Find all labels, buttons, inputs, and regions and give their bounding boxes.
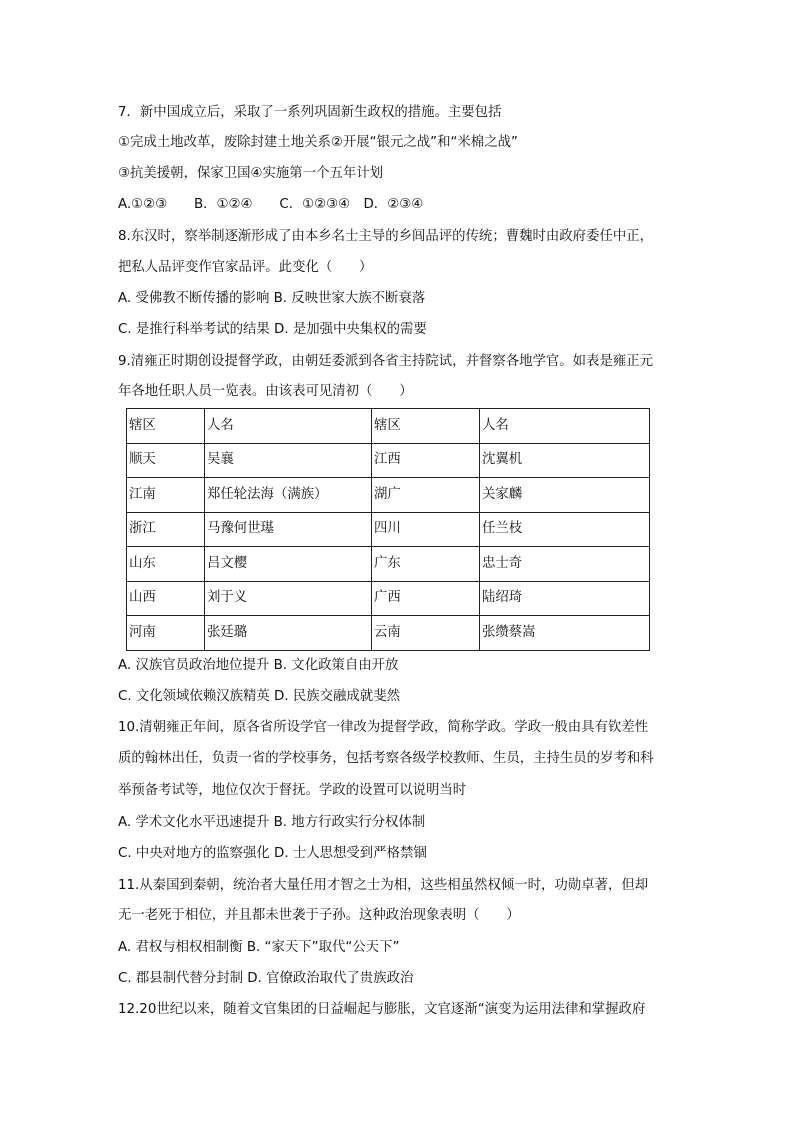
table-cell: 沈翼机	[480, 443, 650, 478]
table-cell: 广西	[372, 581, 480, 616]
table-row	[127, 512, 650, 547]
q11-options-ab: A. 君权与相权相制衡 B. “家天下”取代“公天下”	[118, 940, 400, 955]
table-cell: 江西	[372, 443, 480, 478]
q8-options-ab: A. 受佛教不断传播的影响 B. 反映世家大族不断衰落	[118, 291, 426, 306]
table-cell: 陆绍琦	[480, 581, 650, 616]
table-cell: 郑任轮法海（满族）	[205, 478, 372, 513]
table-header-row	[127, 409, 650, 444]
table-cell: 山东	[127, 547, 205, 582]
q7-item-2: ③抗美援朝，保家卫国④实施第一个五年计划	[118, 166, 384, 181]
table-cell: 任兰枝	[480, 512, 650, 547]
table-cell: 张廷璐	[205, 616, 372, 651]
official-roster-table	[126, 408, 650, 651]
header-cell-region-1: 辖区	[127, 409, 205, 444]
table-cell: 浙江	[127, 512, 205, 547]
table-cell: 吕文樱	[205, 547, 372, 582]
table-cell: 关家麟	[480, 478, 650, 513]
header-cell-region-2: 辖区	[372, 409, 480, 444]
table-cell: 云南	[372, 616, 480, 651]
table-cell: 四川	[372, 512, 480, 547]
table-cell: 河南	[127, 616, 205, 651]
table-row	[127, 616, 650, 651]
table-cell: 江南	[127, 478, 205, 513]
table-cell: 张缵蔡嵩	[480, 616, 650, 651]
table-cell: 山西	[127, 581, 205, 616]
q9-stem-line-1: 9.清雍正时期创设提督学政，由朝廷委派到各省主持院试，并督察各地学官。如表是雍正元	[118, 354, 654, 369]
q9-options-cd: C. 文化领域依赖汉族精英 D. 民族交融成就斐然	[118, 689, 400, 704]
q10-stem-line-2: 质的翰林出任，负责一省的学校事务，包括考察各级学校教师、生员，主持生员的岁考和科	[118, 751, 654, 766]
table-cell: 顺天	[127, 443, 205, 478]
table-row	[127, 478, 650, 513]
table-cell: 马豫何世璂	[205, 512, 372, 547]
table-cell: 忠士奇	[480, 547, 650, 582]
q10-stem-line-3: 举预备考试等，地位仅次于督抚。学政的设置可以说明当时	[118, 783, 467, 798]
table-row	[127, 581, 650, 616]
q11-stem-line-1: 11.从秦国到秦朝，统治者大量任用才智之士为相，这些相虽然权倾一时，功勋卓著，但却	[118, 878, 649, 893]
table-cell: 吴襄	[205, 443, 372, 478]
table-cell: 广东	[372, 547, 480, 582]
q7-item-1: ①完成土地改革，废除封建土地关系②开展“银元之战”和“米棉之战”	[118, 135, 518, 150]
q10-stem-line-1: 10.清朝雍正年间，原各省所设学官一律改为提督学政，简称学政。学政一般由具有钦差性	[118, 720, 649, 735]
table-row	[127, 443, 650, 478]
q7-options: A.①②③ B．①②④ C．①②③④ D．②③④	[118, 197, 424, 212]
header-cell-name-1: 人名	[205, 409, 372, 444]
q11-options-cd: C. 郡县制代替分封制 D. 官僚政治取代了贵族政治	[118, 971, 414, 986]
q7-stem: 7．新中国成立后，采取了一系列巩固新生政权的措施。主要包括	[118, 105, 502, 120]
table-row	[127, 547, 650, 582]
q9-options-ab: A. 汉族官员政治地位提升 B. 文化政策自由开放	[118, 658, 399, 673]
q10-options-cd: C. 中央对地方的监察强化 D. 士人思想受到严格禁锢	[118, 846, 427, 861]
q9-stem-line-2: 年各地任职人员一览表。由该表可见清初（ ）	[118, 384, 413, 399]
table-cell: 湖广	[372, 478, 480, 513]
q12-stem-line-1: 12.20世纪以来，随着文官集团的日益崛起与膨胀，文官逐渐“演变为运用法律和掌握政府	[118, 1002, 646, 1017]
q8-stem-line-2: 把私人品评变作官家品评。此变化（ ）	[118, 260, 373, 275]
q11-stem-line-2: 无一老死于相位，并且都未世袭于子孙。这种政治现象表明（ ）	[118, 908, 520, 923]
q10-options-ab: A. 学术文化水平迅速提升 B. 地方行政实行分权体制	[118, 815, 426, 830]
q8-stem-line-1: 8.东汉时，察举制逐渐形成了由本乡名士主导的乡闾品评的传统；曹魏时由政府委任中正，	[118, 229, 654, 244]
table-cell: 刘于义	[205, 581, 372, 616]
q8-options-cd: C. 是推行科举考试的结果 D. 是加强中央集权的需要	[118, 322, 427, 337]
header-cell-name-2: 人名	[480, 409, 650, 444]
